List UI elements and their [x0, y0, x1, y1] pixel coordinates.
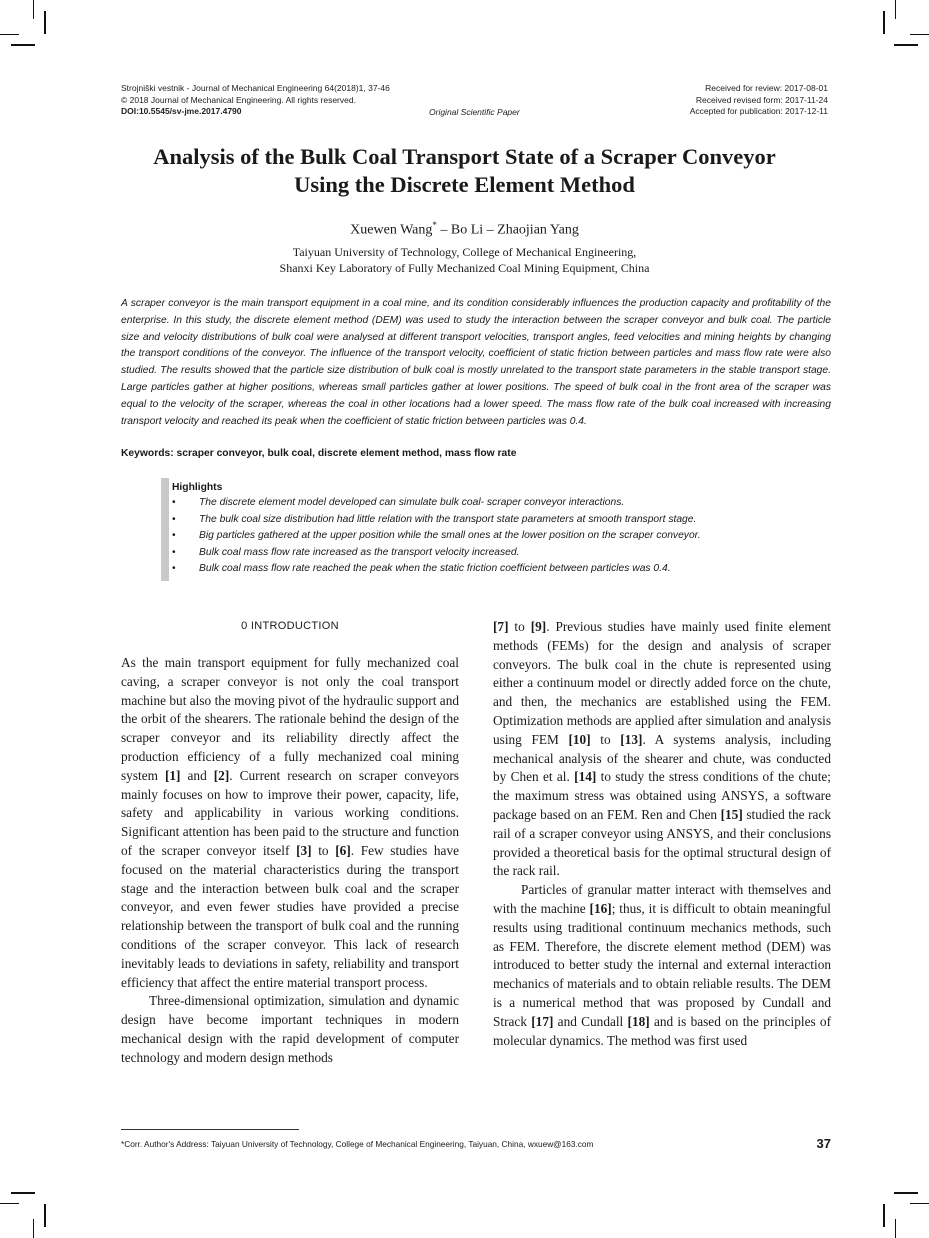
- crop-mark: [11, 1192, 35, 1194]
- crop-mark: [33, 0, 34, 19]
- body-text: to study the stress conditions of the chute; the maximum stress was obtained using ANSYS, a software package based on an FEM. Ren and Chen: [493, 769, 831, 822]
- citation-link[interactable]: [2]: [213, 767, 230, 783]
- accepted-date: Accepted for publication: 2017-12-11: [689, 106, 828, 117]
- bullet-icon: •: [172, 530, 176, 541]
- highlight-item: [172, 495, 701, 512]
- highlight-item: [172, 561, 701, 578]
- highlight-item: [172, 528, 701, 545]
- affiliation: [100, 244, 829, 276]
- highlight-item: [172, 512, 701, 529]
- body-text: ; thus, it is difficult to obtain meaningful results using traditional continuum mechanics methods, such as FEM. Therefore, the discrete element method (DEM) was introduced to better study the internal and external interaction mechanics of materials and to obtain reliable results. The DEM is a numerical method that was proposed by Cundall and Strack: [493, 900, 831, 1029]
- affiliation-line-2: Shanxi Key Laboratory of Fully Mechanized Coal Mining Equipment, China: [279, 261, 650, 275]
- copyright-line: © 2018 Journal of Mechanical Engineering. All rights reserved.: [121, 94, 356, 105]
- keywords: Keywords: scraper conveyor, bulk coal, discrete element method, mass flow rate: [121, 448, 517, 459]
- body-text: . Previous studies have mainly used finite element methods (FEMs) for the design and analysis of scraper conveyors. The bulk coal in the chute is represented using either a continuum model or directly added force on the chute, and then, the mechanics are established using the FEM. Optimization methods are applied after simulation and analysis using FEM: [493, 619, 831, 747]
- citation-link[interactable]: [10]: [568, 731, 591, 747]
- author-1: Xuewen Wang: [350, 222, 433, 238]
- affiliation-line-1: Taiyuan University of Technology, College of Mechanical Engineering,: [292, 245, 637, 259]
- highlight-text: Bulk coal mass flow rate increased as the transport velocity increased.: [199, 546, 520, 558]
- body-text: . Current research on scraper conveyors mainly focuses on how to improve their power, capacity, life, safety and applicability in various working conditions. Significant attention has been paid to the structure and function of the scraper conveyor itself: [121, 767, 459, 858]
- highlight-item: [172, 545, 701, 562]
- paragraph: [121, 654, 459, 992]
- body-text: . A systems analysis, including mechanical analysis of the shearer and chute, was conducted by Chen et al.: [493, 731, 831, 785]
- citation-link[interactable]: [1]: [164, 767, 181, 783]
- bullet-icon: •: [172, 497, 176, 508]
- body-text: to: [311, 842, 336, 858]
- citation-link[interactable]: [3]: [296, 842, 312, 858]
- bullet-icon: •: [172, 563, 176, 574]
- other-authors: – Bo Li – Zhaojian Yang: [436, 222, 579, 238]
- highlight-text: The bulk coal size distribution had little relation with the transport state parameters at smooth transport stage.: [199, 513, 697, 525]
- right-column: [493, 618, 831, 1050]
- crop-mark: [883, 11, 885, 34]
- section-heading-introduction: 0 INTRODUCTION: [241, 620, 339, 632]
- body-text: . Few studies have focused on the material characteristics during the transport stage and the interaction between bulk coal and the scraper conveyor, and even fewer studies have provided a precise relationship between the transport of bulk coal and the running conditions of the scraper conveyor. This lack of research inevitably leads to deviations in safety, reliability and transport efficiency that affect the entire material transport process.: [121, 842, 460, 990]
- crop-mark: [883, 1204, 885, 1227]
- body-text: to: [590, 731, 621, 747]
- crop-mark: [0, 34, 19, 35]
- crop-mark: [894, 1192, 918, 1194]
- body-text: and Cundall: [553, 1013, 628, 1029]
- crop-mark: [11, 44, 35, 46]
- highlights-box: [172, 480, 701, 578]
- body-text: Particles of granular matter interact with themselves and with the machine: [493, 882, 831, 916]
- doi-line[interactable]: DOI:10.5545/sv-jme.2017.4790: [121, 106, 242, 117]
- citation-link[interactable]: [15]: [720, 806, 743, 822]
- citation-link[interactable]: [14]: [574, 769, 597, 785]
- crop-mark: [44, 11, 46, 34]
- received-date: Received for review: 2017-08-01: [705, 83, 828, 93]
- crop-mark: [895, 0, 896, 19]
- body-text: to: [508, 619, 531, 634]
- page-number: 37: [816, 1136, 831, 1151]
- crop-mark: [910, 1203, 929, 1204]
- highlight-text: Big particles gathered at the upper position while the small ones at the lower position on the scraper conveyor.: [199, 530, 701, 541]
- highlights-bar: [161, 478, 169, 581]
- crop-mark: [0, 1203, 19, 1204]
- citation-link[interactable]: [13]: [620, 731, 643, 747]
- crop-mark: [895, 1219, 896, 1238]
- footnote-rule: [121, 1129, 299, 1130]
- paragraph: [493, 881, 831, 1050]
- paragraph: [493, 618, 831, 881]
- crop-mark: [44, 1204, 46, 1227]
- paper-title: [100, 143, 829, 199]
- journal-line: Strojniški vestnik - Journal of Mechanical Engineering 64(2018)1, 37-46: [121, 83, 390, 93]
- crop-mark: [33, 1219, 34, 1238]
- body-text: studied the rack rail of a scraper conveyor using ANSYS, and their conclusions provided a theoretical basis for the optimal structural design of the rack rail.: [493, 806, 831, 879]
- title-line-1: Analysis of the Bulk Coal Transport State of a Scraper Conveyor: [153, 144, 776, 169]
- corresponding-author-footnote: *Corr. Author's Address: Taiyuan University of Technology, College of Mechanical Engineering, Taiyuan, China, wxuew@163.com: [121, 1139, 594, 1149]
- left-column: [121, 654, 459, 1068]
- paragraph: Three-dimensional optimization, simulation and dynamic design have become important techniques in modern mechanical design with the rapid development of computer technology and modern design methods: [121, 993, 459, 1065]
- crop-mark: [910, 34, 929, 35]
- body-text: and is based on the principles of molecular dynamics. The method was first used: [493, 1013, 831, 1048]
- citation-link[interactable]: [9]: [530, 619, 547, 634]
- citation-link[interactable]: [18]: [627, 1013, 650, 1029]
- revised-date: Received revised form: 2017-11-24: [695, 94, 828, 105]
- running-header-left: [121, 83, 390, 118]
- highlight-text: Bulk coal mass flow rate reached the peak when the static friction coefficient between particles was 0.4.: [199, 563, 671, 574]
- crop-mark: [894, 44, 918, 46]
- author-list: [100, 220, 829, 239]
- body-text: and: [180, 767, 214, 783]
- bullet-icon: •: [172, 546, 176, 558]
- body-text: As the main transport equipment for fully mechanized coal caving, a scraper conveyor is not only the coal transport machine but also the moving pivot of the hydraulic support and the orbit of the shearers. The rationale behind the design of the scraper conveyor and its reliability directly affect the production efficiency of a fully mechanized coal mining system: [121, 655, 459, 783]
- citation-link[interactable]: [17]: [531, 1013, 554, 1029]
- citation-link[interactable]: [6]: [335, 842, 351, 858]
- abstract: A scraper conveyor is the main transport equipment in a coal mine, and its condition considerably influences the production capacity and profitability of the enterprise. In this study, the discrete element method (DEM) was used to study the interaction between the scraper conveyor and bulk coal. The particle size and velocity distributions of bulk coal were analysed at different transport velocities, transport angles, feed velocities and mining heights by changing the transport conditions of the conveyor. The influence of the transport velocity, coefficient of static friction between particles and mass flow rate were also studied. The results showed that the particle size distribution of bulk coal is mostly unrelated to the transport state parameters in the stable transport stage. Large particles gather at higher positions, whereas small particles gather at lower positions. The speed of bulk coal in the front area of the scraper was equal to the velocity of the scraper, whereas the coal in other locations had a lower speed. The mass flow rate of the bulk coal increased with increasing transport velocity and reached its peak when the coefficient of static friction between particles was 0.4.: [121, 298, 831, 427]
- running-header-right: [690, 83, 828, 118]
- highlights-title: Highlights: [172, 482, 223, 493]
- paper-type: Original Scientific Paper: [429, 107, 520, 117]
- citation-link[interactable]: [16]: [589, 900, 612, 916]
- bullet-icon: •: [172, 513, 176, 525]
- title-line-2: Using the Discrete Element Method: [294, 172, 635, 197]
- highlight-text: The discrete element model developed can simulate bulk coal- scraper conveyor interactions.: [199, 497, 625, 508]
- corresponding-mark: *: [432, 220, 437, 230]
- citation-link[interactable]: [7]: [493, 619, 509, 634]
